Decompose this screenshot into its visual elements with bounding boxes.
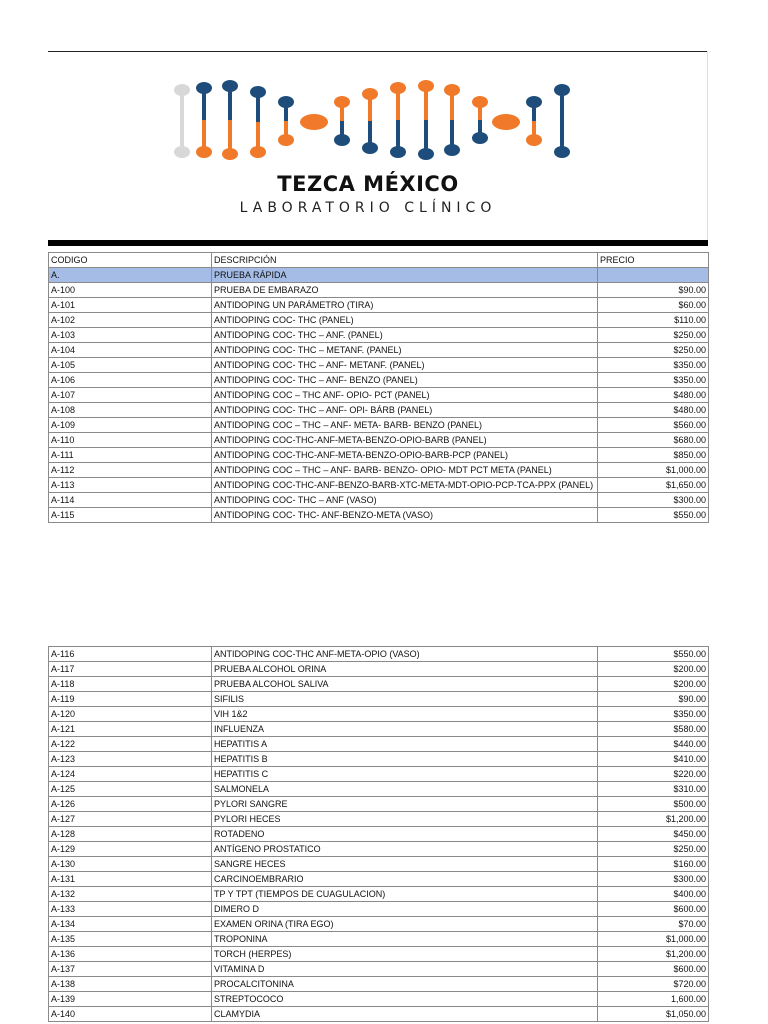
- item-code: A-113: [49, 478, 212, 493]
- item-description: HEPATITIS B: [212, 752, 598, 767]
- item-price: $300.00: [598, 872, 709, 887]
- item-code: A-137: [49, 962, 212, 977]
- table-row: [49, 782, 709, 797]
- item-code: A-126: [49, 797, 212, 812]
- item-description: STREPTOCOCO: [212, 992, 598, 1007]
- brand-subtitle: LABORATORIO CLÍNICO: [239, 200, 497, 216]
- item-code: A-134: [49, 917, 212, 932]
- item-description: HEPATITIS C: [212, 767, 598, 782]
- item-code: A-122: [49, 737, 212, 752]
- item-description: PROCALCITONINA: [212, 977, 598, 992]
- item-description: ANTIDOPING COC- THC – ANF (VASO): [212, 493, 598, 508]
- item-description: PYLORI SANGRE: [212, 797, 598, 812]
- item-price: $90.00: [598, 692, 709, 707]
- table-row: [49, 857, 709, 872]
- header-side-rule: [707, 51, 708, 241]
- item-price: $550.00: [598, 508, 709, 523]
- item-description: VITAMINA D: [212, 962, 598, 977]
- item-code: A-118: [49, 677, 212, 692]
- item-description: ANTIDOPING COC-THC-ANF-BENZO-BARB-XTC-META-MDT-OPIO-PCP-TCA-PPX (PANEL): [212, 478, 598, 493]
- item-code: A-100: [49, 283, 212, 298]
- item-price: $1,200.00: [598, 947, 709, 962]
- item-description: ANTIDOPING COC- THC – ANF- METANF. (PANEL): [212, 358, 598, 373]
- item-code: A-117: [49, 662, 212, 677]
- item-price: $220.00: [598, 767, 709, 782]
- table-row: [49, 887, 709, 902]
- item-code: A-110: [49, 433, 212, 448]
- section-row: [49, 268, 709, 283]
- table-row: [49, 962, 709, 977]
- item-description: HEPATITIS A: [212, 737, 598, 752]
- table-row: [49, 373, 709, 388]
- item-price: $450.00: [598, 827, 709, 842]
- header-codigo: CODIGO: [49, 253, 212, 268]
- item-code: A-114: [49, 493, 212, 508]
- price-table-2: [48, 646, 709, 1022]
- item-price: $600.00: [598, 962, 709, 977]
- item-description: CARCINOEMBRARIO: [212, 872, 598, 887]
- item-code: A-131: [49, 872, 212, 887]
- item-code: A-103: [49, 328, 212, 343]
- item-code: A-119: [49, 692, 212, 707]
- item-description: EXAMEN ORINA (TIRA EGO): [212, 917, 598, 932]
- table-row: [49, 343, 709, 358]
- table-row: [49, 493, 709, 508]
- item-price: $200.00: [598, 662, 709, 677]
- item-price: $1,200.00: [598, 812, 709, 827]
- item-code: A-101: [49, 298, 212, 313]
- table-row: [49, 947, 709, 962]
- table-row: [49, 647, 709, 662]
- brand-name: TEZCA MÉXICO: [277, 172, 459, 196]
- item-description: VIH 1&2: [212, 707, 598, 722]
- table-row: [49, 812, 709, 827]
- table-row: [49, 1007, 709, 1022]
- table-row: [49, 752, 709, 767]
- item-price: $250.00: [598, 842, 709, 857]
- section-code: A.: [49, 268, 212, 283]
- table-row: [49, 872, 709, 887]
- table-row: [49, 842, 709, 857]
- header-precio: PRECIO: [598, 253, 709, 268]
- item-code: A-135: [49, 932, 212, 947]
- item-code: A-105: [49, 358, 212, 373]
- item-description: PYLORI HECES: [212, 812, 598, 827]
- table-row: [49, 707, 709, 722]
- table-row: [49, 992, 709, 1007]
- item-description: ANTIDOPING COC-THC ANF-META-OPIO (VASO): [212, 647, 598, 662]
- item-code: A-125: [49, 782, 212, 797]
- item-price: $70.00: [598, 917, 709, 932]
- brand-logo: [170, 78, 580, 228]
- item-price: $720.00: [598, 977, 709, 992]
- table-row: [49, 662, 709, 677]
- table-row: [49, 418, 709, 433]
- table-row: [49, 463, 709, 478]
- item-description: ANTIDOPING COC- THC – ANF. (PANEL): [212, 328, 598, 343]
- item-price: $310.00: [598, 782, 709, 797]
- item-description: SIFILIS: [212, 692, 598, 707]
- item-code: A-120: [49, 707, 212, 722]
- table-row: [49, 917, 709, 932]
- item-price: $110.00: [598, 313, 709, 328]
- item-price: $350.00: [598, 358, 709, 373]
- item-code: A-136: [49, 947, 212, 962]
- item-description: ANTIDOPING COC – THC – ANF- META- BARB- BENZO (PANEL): [212, 418, 598, 433]
- table-row: [49, 692, 709, 707]
- item-price: $350.00: [598, 373, 709, 388]
- item-description: ANTIDOPING COC – THC ANF- OPIO- PCT (PANEL): [212, 388, 598, 403]
- table-row: [49, 328, 709, 343]
- item-price: $480.00: [598, 388, 709, 403]
- item-description: ANTIDOPING COC- THC- ANF-BENZO-META (VASO): [212, 508, 598, 523]
- item-description: INFLUENZA: [212, 722, 598, 737]
- table-row: [49, 388, 709, 403]
- item-code: A-123: [49, 752, 212, 767]
- table-row: [49, 677, 709, 692]
- item-code: A-107: [49, 388, 212, 403]
- item-description: PRUEBA ALCOHOL SALIVA: [212, 677, 598, 692]
- item-description: ANTIDOPING UN PARÁMETRO (TIRA): [212, 298, 598, 313]
- item-description: CLAMYDIA: [212, 1007, 598, 1022]
- item-price: $250.00: [598, 343, 709, 358]
- item-description: PRUEBA DE EMBARAZO: [212, 283, 598, 298]
- dna-logo-icon: [170, 78, 580, 168]
- item-code: A-124: [49, 767, 212, 782]
- item-price: $1,000.00: [598, 932, 709, 947]
- table-row: [49, 827, 709, 842]
- table-row: [49, 767, 709, 782]
- item-description: ANTIDOPING COC- THC – ANF- OPI- BÁRB (PANEL): [212, 403, 598, 418]
- item-description: ANTIDOPING COC- THC – METANF. (PANEL): [212, 343, 598, 358]
- item-price: $580.00: [598, 722, 709, 737]
- item-description: ANTIDOPING COC-THC-ANF-META-BENZO-OPIO-BARB-PCP (PANEL): [212, 448, 598, 463]
- item-description: TP Y TPT (TIEMPOS DE CUAGULACION): [212, 887, 598, 902]
- item-code: A-112: [49, 463, 212, 478]
- item-code: A-130: [49, 857, 212, 872]
- table-row: [49, 433, 709, 448]
- item-price: $410.00: [598, 752, 709, 767]
- item-price: $250.00: [598, 328, 709, 343]
- item-description: TROPONINA: [212, 932, 598, 947]
- table-row: [49, 313, 709, 328]
- header-descripcion: DESCRIPCIÓN: [212, 253, 598, 268]
- item-price: $160.00: [598, 857, 709, 872]
- item-code: A-116: [49, 647, 212, 662]
- item-code: A-111: [49, 448, 212, 463]
- item-description: ANTIDOPING COC – THC – ANF- BARB- BENZO- OPIO- MDT PCT META (PANEL): [212, 463, 598, 478]
- item-price: $1,000.00: [598, 463, 709, 478]
- table-row: [49, 283, 709, 298]
- section-label: PRUEBA RÁPIDA: [212, 268, 598, 283]
- item-price: $500.00: [598, 797, 709, 812]
- item-code: A-129: [49, 842, 212, 857]
- table-row: [49, 358, 709, 373]
- table-header-row: [49, 253, 709, 268]
- table-row: [49, 737, 709, 752]
- item-code: A-132: [49, 887, 212, 902]
- table-row: [49, 448, 709, 463]
- item-description: ROTADENO: [212, 827, 598, 842]
- section-price-empty: [598, 268, 709, 283]
- table-row: [49, 722, 709, 737]
- table-row: [49, 797, 709, 812]
- item-price: $440.00: [598, 737, 709, 752]
- item-code: A-108: [49, 403, 212, 418]
- table-row: [49, 298, 709, 313]
- item-description: TORCH (HERPES): [212, 947, 598, 962]
- item-price: $350.00: [598, 707, 709, 722]
- item-code: A-140: [49, 1007, 212, 1022]
- item-price: $480.00: [598, 403, 709, 418]
- item-code: A-128: [49, 827, 212, 842]
- item-price: $200.00: [598, 677, 709, 692]
- item-price: $90.00: [598, 283, 709, 298]
- item-price: $300.00: [598, 493, 709, 508]
- item-price: $1,650.00: [598, 478, 709, 493]
- item-description: ANTIDOPING COC- THC – ANF- BENZO (PANEL): [212, 373, 598, 388]
- table-row: [49, 508, 709, 523]
- item-price: $1,050.00: [598, 1007, 709, 1022]
- item-code: A-127: [49, 812, 212, 827]
- item-code: A-121: [49, 722, 212, 737]
- item-description: SANGRE HECES: [212, 857, 598, 872]
- price-table-1: [48, 252, 709, 523]
- top-divider: [48, 51, 708, 52]
- item-description: ANTIDOPING COC-THC-ANF-META-BENZO-OPIO-BARB (PANEL): [212, 433, 598, 448]
- item-code: A-102: [49, 313, 212, 328]
- header-thick-rule: [48, 240, 708, 246]
- item-price: $850.00: [598, 448, 709, 463]
- item-description: SALMONELA: [212, 782, 598, 797]
- item-description: ANTIDOPING COC- THC (PANEL): [212, 313, 598, 328]
- table-row: [49, 977, 709, 992]
- item-code: A-109: [49, 418, 212, 433]
- table-row: [49, 902, 709, 917]
- item-code: A-139: [49, 992, 212, 1007]
- item-price: $600.00: [598, 902, 709, 917]
- item-price: $680.00: [598, 433, 709, 448]
- item-price: $60.00: [598, 298, 709, 313]
- item-description: PRUEBA ALCOHOL ORINA: [212, 662, 598, 677]
- item-code: A-133: [49, 902, 212, 917]
- table-row: [49, 403, 709, 418]
- item-price: 1,600.00: [598, 992, 709, 1007]
- item-description: ANTÍGENO PROSTATICO: [212, 842, 598, 857]
- item-code: A-104: [49, 343, 212, 358]
- item-price: $550.00: [598, 647, 709, 662]
- item-code: A-106: [49, 373, 212, 388]
- table-row: [49, 478, 709, 493]
- table-row: [49, 932, 709, 947]
- item-price: $400.00: [598, 887, 709, 902]
- item-code: A-138: [49, 977, 212, 992]
- item-description: DIMERO D: [212, 902, 598, 917]
- item-price: $560.00: [598, 418, 709, 433]
- item-code: A-115: [49, 508, 212, 523]
